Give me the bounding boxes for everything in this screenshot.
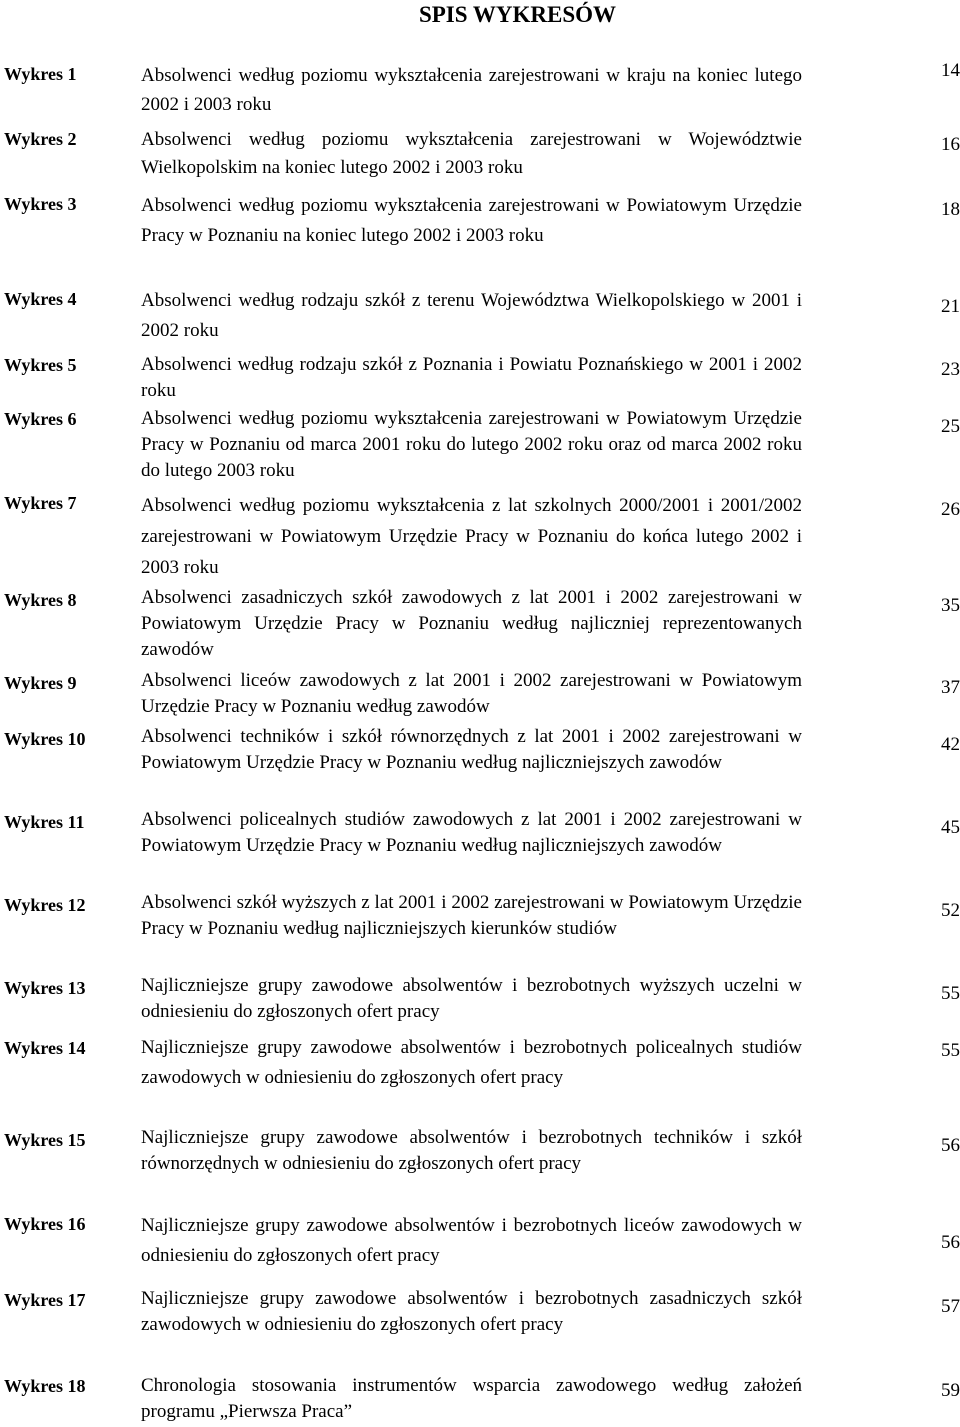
entry-label: Wykres 5: [4, 355, 77, 375]
entry-label: Wykres 11: [4, 812, 85, 832]
entry-page-number: 21: [941, 296, 960, 317]
entry-page-number: 18: [941, 199, 960, 220]
entry-label: Wykres 13: [4, 978, 86, 998]
entry-label: Wykres 1: [4, 64, 77, 84]
entry-page-number: 56: [941, 1232, 960, 1253]
entry-page-number: 16: [941, 134, 960, 155]
entry-page-number: 57: [941, 1296, 960, 1317]
entry-page-number: 45: [941, 817, 960, 838]
entry-title: Najliczniejsze grupy zawodowe absolwentów i bezrobotnych policealnych studiów zawodowych w odniesieniu do zgłoszonych ofert pracy: [141, 1037, 802, 1088]
entry-title: Najliczniejsze grupy zawodowe absolwentów i bezrobotnych liceów zawodowych w odniesieniu do zgłoszonych ofert pracy: [141, 1215, 802, 1266]
entry-page-number: 59: [941, 1380, 960, 1401]
entry-page-number: 55: [941, 1040, 960, 1061]
entry-title: Najliczniejsze grupy zawodowe absolwentów i bezrobotnych techników i szkół równorzędnych w odniesieniu do zgłoszonych ofert pracy: [141, 1127, 802, 1174]
entry-page-number: 37: [941, 677, 960, 698]
entry-title: Chronologia stosowania instrumentów wsparcia zawodowego według założeń programu „Pierwsza Praca”: [141, 1375, 802, 1422]
entry-title: Absolwenci według poziomu wykształcenia zarejestrowani w Województwie Wielkopolskim na koniec lutego 2002 i 2003 roku: [141, 129, 802, 178]
entry-title: Absolwenci według poziomu wykształcenia zarejestrowani w kraju na koniec lutego 2002 i 2003 roku: [141, 65, 802, 115]
entry-label: Wykres 7: [4, 493, 77, 513]
entry-title: Absolwenci według rodzaju szkół z terenu Województwa Wielkopolskiego w 2001 i 2002 roku: [141, 290, 802, 341]
entry-page-number: 14: [941, 60, 960, 81]
entry-label: Wykres 15: [4, 1130, 86, 1150]
entry-label: Wykres 16: [4, 1214, 86, 1234]
entry-title: Absolwenci według poziomu wykształcenia zarejestrowani w Powiatowym Urzędzie Pracy w Poznaniu od marca 2001 roku do lutego 2002 roku oraz od marca 2002 roku do lutego 2003 roku: [141, 408, 802, 481]
entry-title: Absolwenci według poziomu wykształcenia z lat szkolnych 2000/2001 i 2001/2002 zarejestrowani w Powiatowym Urzędzie Pracy w Poznaniu do końca lutego 2002 i 2003 roku: [141, 495, 802, 578]
entry-label: Wykres 6: [4, 409, 77, 429]
entry-page-number: 52: [941, 900, 960, 921]
entry-label: Wykres 18: [4, 1376, 86, 1396]
entry-label: Wykres 17: [4, 1290, 86, 1310]
entry-page-number: 23: [941, 359, 960, 380]
entry-label: Wykres 10: [4, 729, 86, 749]
entry-title: Absolwenci szkół wyższych z lat 2001 i 2002 zarejestrowani w Powiatowym Urzędzie Pracy w Poznaniu według najliczniejszych kierunków studiów: [141, 892, 802, 939]
entry-page-number: 35: [941, 595, 960, 616]
entry-title: Absolwenci liceów zawodowych z lat 2001 i 2002 zarejestrowani w Powiatowym Urzędzie Pracy w Poznaniu według zawodów: [141, 670, 802, 717]
entry-label: Wykres 9: [4, 673, 77, 693]
entry-title: Absolwenci według rodzaju szkół z Poznania i Powiatu Poznańskiego w 2001 i 2002 roku: [141, 354, 802, 401]
entry-page-number: 56: [941, 1135, 960, 1156]
entry-title: Absolwenci według poziomu wykształcenia zarejestrowani w Powiatowym Urzędzie Pracy w Poznaniu na koniec lutego 2002 i 2003 roku: [141, 195, 802, 246]
page-title: SPIS WYKRESÓW: [418, 2, 617, 27]
entry-label: Wykres 12: [4, 895, 86, 915]
entry-label: Wykres 3: [4, 194, 77, 214]
entry-title: Absolwenci zasadniczych szkół zawodowych z lat 2001 i 2002 zarejestrowani w Powiatowym Urzędzie Pracy w Poznaniu według najliczniej reprezentowanych zawodów: [141, 587, 802, 660]
entry-page-number: 26: [941, 499, 960, 520]
entry-label: Wykres 14: [4, 1038, 86, 1058]
entry-label: Wykres 8: [4, 590, 77, 610]
entry-label: Wykres 2: [4, 129, 77, 149]
entry-page-number: 25: [941, 416, 960, 437]
entry-page-number: 42: [941, 734, 960, 755]
entry-page-number: 55: [941, 983, 960, 1004]
entry-title: Absolwenci techników i szkół równorzędnych z lat 2001 i 2002 zarejestrowani w Powiatowym Urzędzie Pracy w Poznaniu według najliczniejszych zawodów: [141, 726, 802, 773]
entry-label: Wykres 4: [4, 289, 77, 309]
entry-title: Najliczniejsze grupy zawodowe absolwentów i bezrobotnych wyższych uczelni w odniesieniu do zgłoszonych ofert pracy: [141, 975, 802, 1022]
entry-title: Najliczniejsze grupy zawodowe absolwentów i bezrobotnych zasadniczych szkół zawodowych w odniesieniu do zgłoszonych ofert pracy: [141, 1288, 802, 1335]
entry-title: Absolwenci policealnych studiów zawodowych z lat 2001 i 2002 zarejestrowani w Powiatowym Urzędzie Pracy w Poznaniu według najliczniejszych zawodów: [141, 809, 802, 856]
